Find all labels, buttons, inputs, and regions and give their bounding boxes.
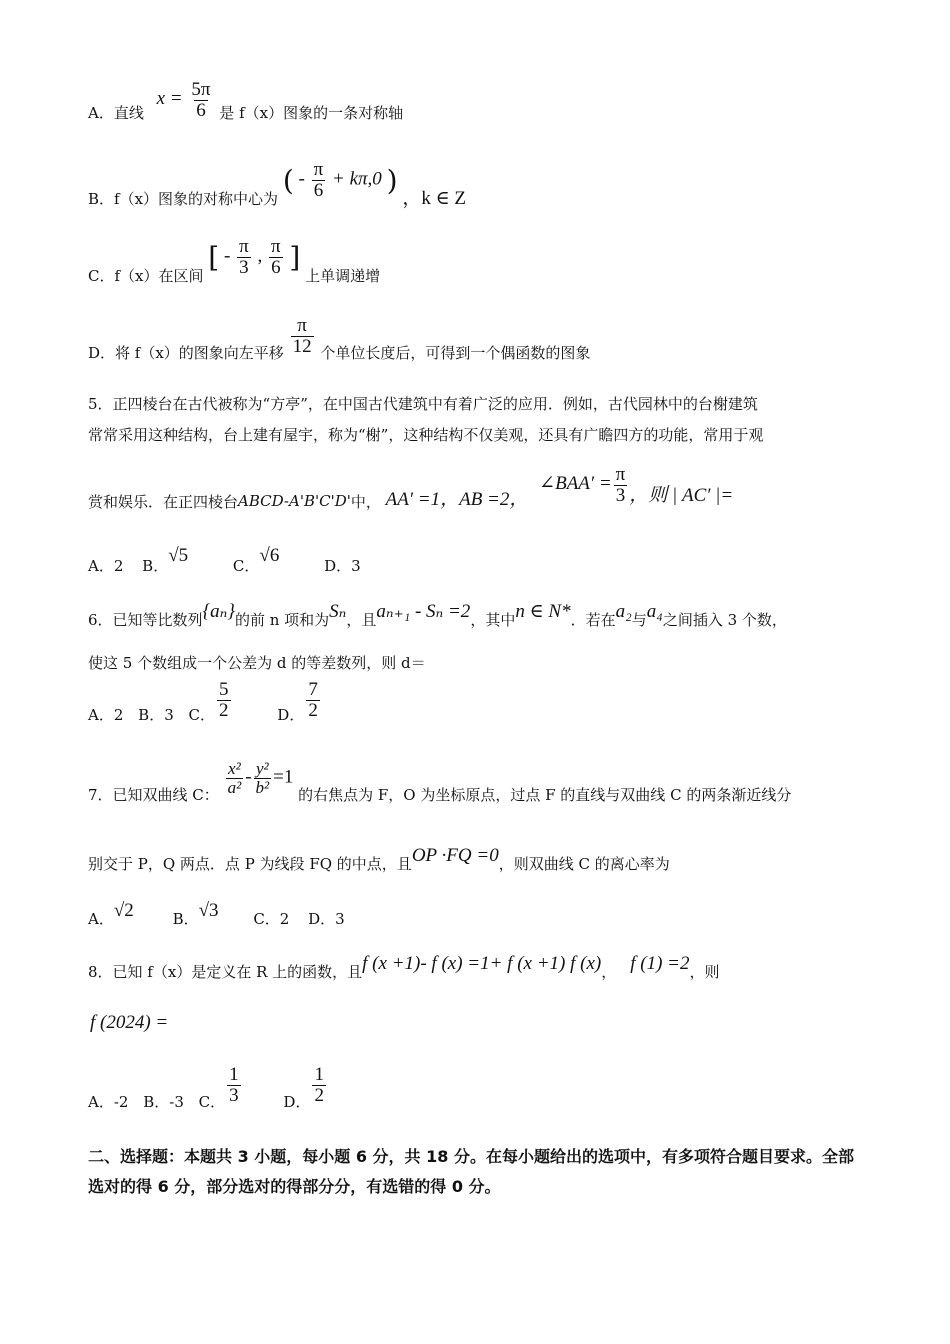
q6-line1: 6．已知等比数列{aₙ}的前 n 项和为Sₙ，且aₙ₊₁ - Sₙ =2，其中n ∈ N*．若在a₂与a₄之间插入 3 个数， (88, 601, 787, 629)
q8-line1: 8．已知 f（x）是定义在 R 上的函数，且f (x +1)- f (x) =1+ f (x +1) f (x)， f (1) =2，则 (88, 953, 720, 981)
q4-option-b: B．f（x）图象的对称中心为 ( - $\frac{\pi}{6}$ + kπ,0 ) ，k ∈ Z (88, 159, 466, 209)
q4-option-c: C．f（x）在区间 [ - $\frac{\pi}{3}$ , $\frac{\pi}{6}$ ] 上单调递增 (88, 236, 381, 285)
q7-line2: 别交于 P，Q 两点．点 P 为线段 FQ 的中点，且OP ·FQ =0，则双曲线 C 的离心率为 (88, 845, 670, 873)
q4-option-a: A．直线 x = $\frac{5\pi}{6}$ 是 f（x）图象的一条对称轴 (88, 79, 404, 122)
q4-option-d: D．将 f（x）的图象向左平移 $\frac{\pi}{12}$ 个单位长度后，可得到一个偶函数的图象 (88, 315, 591, 362)
q6-options: A．2 B．3 C． $\frac{5}{2}$ D． $\frac{7}{2}$ (88, 679, 318, 724)
section-2-heading: 二、选择题：本题共 3 小题，每小题 6 分，共 18 分。在每小题给出的选项中，有多项符合题目要求。全部选对的得 6 分，部分选对的得部分分，有选错的得 0 分。 (88, 1147, 854, 1196)
q5-line3: 赏和娱乐．在正四棱台ABCD-A'B'C'D'中， AA′ =1，AB =2， ∠BAA′ = $\frac{\pi}{3}$ ，则 | AC′ |= (88, 464, 734, 511)
q6-line2: 使这 5 个数组成一个公差为 d 的等差数列，则 d＝ (88, 654, 426, 672)
q5-options: A．2 B．√5 C．√6 D．3 (88, 545, 361, 575)
q7-line1: 7．已知双曲线 C： $\frac{\text{x²}}{\text{a²}}$ - $\frac{\text{y²}}{\text{b²}}$ =1 的右焦点为 F，O 为坐标原点，过点 F 的直线与双曲线 C 的两条渐近线分 (88, 759, 792, 804)
q8-options: A．-2 B．-3 C． $\frac{1}{3}$ D． $\frac{1}{2}$ (88, 1064, 324, 1111)
q5-line1: 5．正四棱台在古代被称为“方亭”，在中国古代建筑中有着广泛的应用．例如，古代园林中的台榭建筑 (88, 395, 758, 413)
q7-options: A．√2 B．√3 C．2 D．3 (88, 900, 345, 928)
q8-line2: f (2024) = (90, 1012, 169, 1033)
q5-line2: 常常采用这种结构，台上建有屋宇，称为“榭”，这种结构不仅美观，还具有广瞻四方的功能，常用于观 (88, 426, 764, 444)
